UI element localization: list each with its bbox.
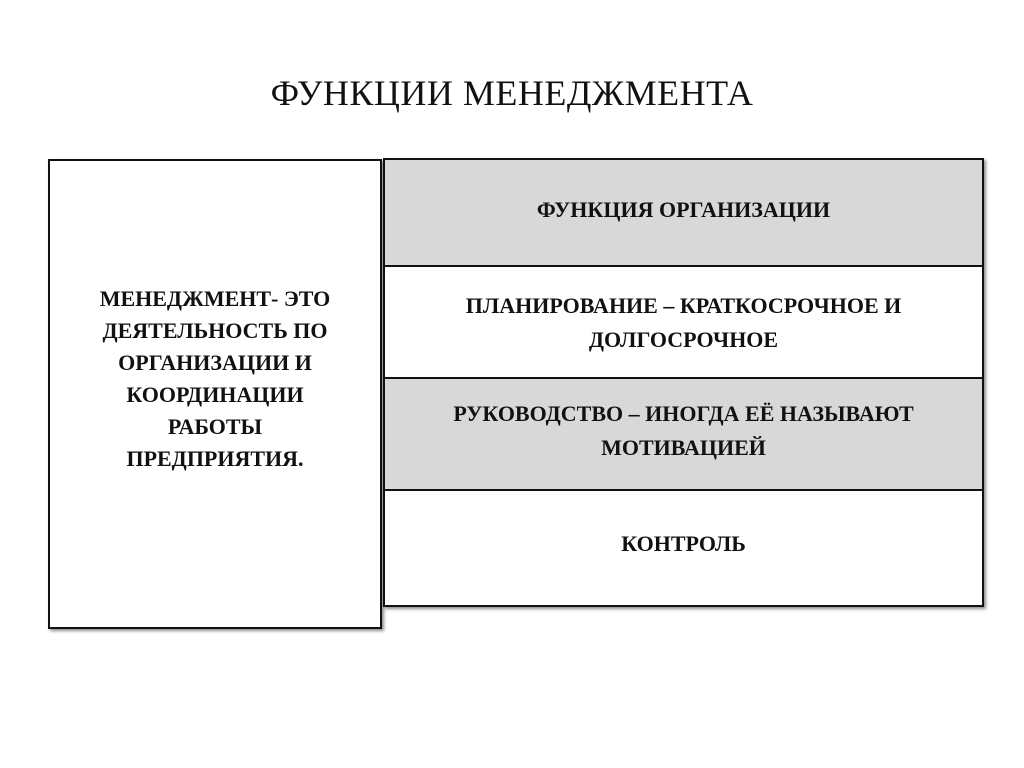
function-control-row	[385, 489, 982, 605]
slide-title: ФУНКЦИИ МЕНЕДЖМЕНТА	[270, 73, 754, 113]
definition-line: ДЕЯТЕЛЬНОСТЬ ПО	[102, 318, 328, 343]
function-organization-label: ФУНКЦИЯ ОРГАНИЗАЦИИ	[536, 196, 831, 222]
function-control-label: КОНТРОЛЬ	[621, 531, 746, 556]
function-leadership-label: МОТИВАЦИЕЙ	[601, 435, 766, 460]
function-leadership-row	[385, 377, 982, 489]
management-definition-box	[48, 159, 382, 629]
function-leadership-label: РУКОВОДСТВО – ИНОГДА ЕЁ НАЗЫВАЮТ	[453, 401, 914, 426]
definition-line: МЕНЕДЖМЕНТ- ЭТО	[99, 286, 331, 311]
management-functions-panel	[383, 158, 984, 607]
function-planning-label: ПЛАНИРОВАНИЕ – КРАТКОСРОЧНОЕ И	[465, 293, 902, 318]
definition-line: КООРДИНАЦИИ	[126, 382, 304, 407]
definition-line: ОРГАНИЗАЦИИ И	[118, 350, 312, 375]
definition-line: ПРЕДПРИЯТИЯ.	[126, 446, 304, 471]
function-planning-label: ДОЛГОСРОЧНОЕ	[588, 327, 779, 352]
function-planning-row	[385, 265, 982, 377]
definition-line: РАБОТЫ	[167, 414, 263, 439]
management-definition-text	[75, 283, 355, 475]
function-organization-row	[385, 160, 982, 265]
